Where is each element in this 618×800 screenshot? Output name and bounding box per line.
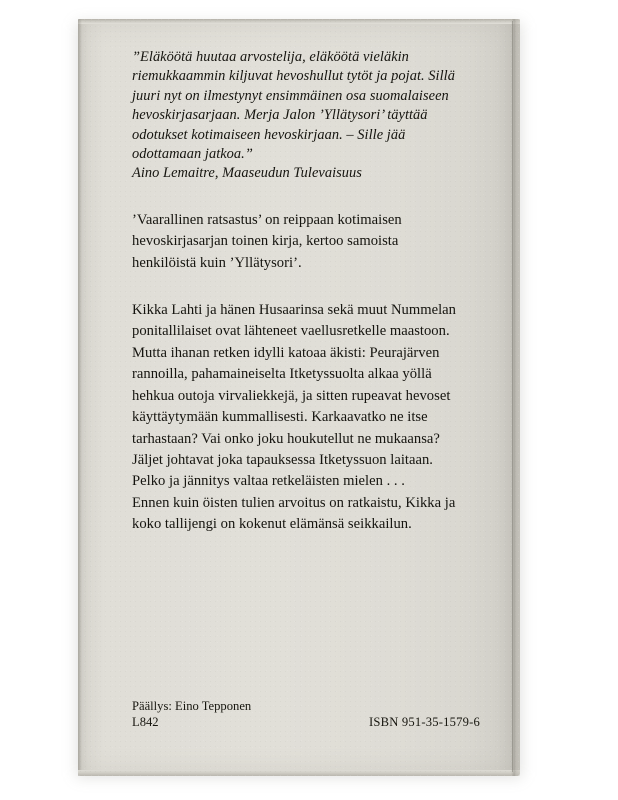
book-left-edge: [78, 19, 82, 776]
catalog-code: L842: [132, 715, 159, 730]
review-quote-text: ”Eläköötä huutaa arvostelija, eläköötä vieläkin riemukkaammin kiljuvat hevoshullut tytöt ja pojat. Sillä juuri nyt on ilmestynyt ensimmäinen osa suomalaiseen hevoskirjasarjaan. Merja Jalon ’Yllätysori’ täyttää odotukset kotimaiseen hevoskirjaan. – Sille jää odottamaan jatkoa.”: [132, 49, 455, 163]
book-spine-crease-line: [512, 21, 513, 772]
back-cover-footer: [132, 698, 480, 731]
book-top-edge: [78, 19, 520, 24]
synopsis-paragraph-1: Kikka Lahti ja hänen Husaarinsa sekä muut Nummelan ponitallilaiset ovat lähteneet vaellusretkelle maastoon. Mutta ihanan retken idylli katoaa äkisti: Peurajärven rannoilla, pahamaineiselta Itketyssuolta alkaa yöllä hehkua outoja virvaliekkejä, ja sitten rupeavat hevoset käyttäytymään kummallisesti. Karkaavatko ne itse tarhastaan? Vai onko joku houkutellut ne mukaansa? Jäljet johtavat joka tapauksessa Itketyssuon laitaan. Pelko ja jännitys valtaa retkeläisten mielen . . .: [132, 302, 456, 490]
book-back-cover: [78, 19, 520, 776]
book-bottom-edge: [78, 770, 520, 776]
synopsis-paragraph-2: Ennen kuin öisten tulien arvoitus on ratkaistu, Kikka ja koko tallijengi on kokenut elämänsä seikkailun.: [132, 494, 456, 533]
back-cover-text-block: [132, 48, 462, 536]
series-blurb: ’Vaarallinen ratsastus’ on reippaan kotimaisen hevoskirjasarjan toinen kirja, kertoo samoista henkilöistä kuin ’Yllätysori’.: [132, 211, 402, 271]
review-quote: [132, 48, 462, 184]
cover-designer-credit: Päällys: Eino Tepponen: [132, 698, 252, 713]
review-quote-attribution: Aino Lemaitre, Maaseudun Tulevaisuus: [132, 165, 362, 182]
isbn-number: ISBN 951-35-1579-6: [369, 715, 480, 730]
footer-code-row: [132, 714, 480, 731]
